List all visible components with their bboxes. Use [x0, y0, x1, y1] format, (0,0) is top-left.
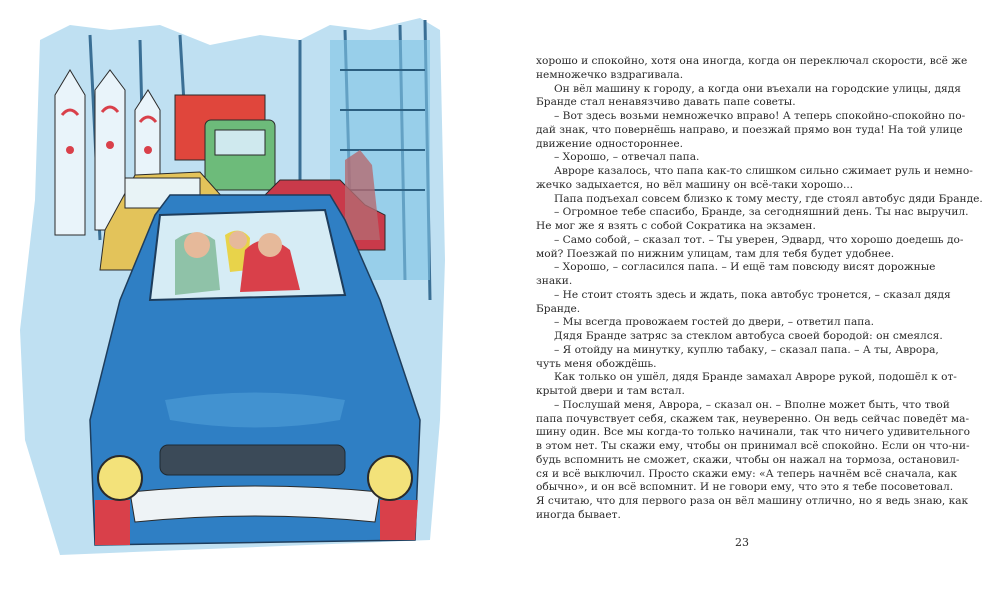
text-line: дай знак, что повернёшь направо, и поезжай прямо вон туда! На той улице — [536, 123, 963, 136]
text-line: – Хорошо, – отвечал папа. — [554, 151, 700, 164]
text-line: чуть меня обождёшь. — [536, 357, 657, 370]
text-line: Как только он ушёл, дядя Бранде замахал Авроре рукой, подошёл к от- — [554, 371, 957, 384]
text-line: – Я отойду на минутку, куплю табаку, – сказал папа. – А ты, Аврора, — [554, 343, 939, 356]
text-line: – Вот здесь возьми немножечко вправо! А теперь спокойно-спокойно по- — [554, 110, 966, 122]
text-line: ся и всё выключил. Просто скажи ему: «А теперь начнём всё сначала, как — [536, 467, 958, 480]
text-line: Не мог же я взять с собой Сократика на экзамен. — [536, 220, 816, 232]
page-text — [536, 55, 983, 523]
text-line: Бранде. — [536, 302, 581, 315]
text-line: мой? Поезжай по нижним улицам, там для тебя будет удобнее. — [536, 247, 895, 260]
text-line: Авроре казалось, что папа как-то слишком сильно сжимает руль и немно- — [554, 165, 973, 177]
text-line: папа почувствует себя, скажем так, неуверенно. Он ведь сейчас поведёт ма- — [536, 412, 970, 425]
text-line: иногда бывает. — [536, 508, 621, 521]
text-line: Бранде стал ненавязчиво давать папе советы. — [536, 96, 796, 109]
text-line: – Мы всегда провожаем гостей до двери, – ответил папа. — [554, 316, 875, 329]
text-line: в этом нет. Ты скажи ему, чтобы он принимал всё спокойно. Если он что-ни- — [536, 440, 970, 452]
text-line: Он вёл машину к городу, а когда они въехали на городские улицы, дядя — [554, 82, 961, 95]
text-line: шину один. Все мы когда-то только начинали, так что ничего удивительного — [536, 426, 971, 439]
text-line: – Огромное тебе спасибо, Бранде, за сегодняшний день. Ты нас выручил. — [554, 206, 969, 219]
text-line: Дядя Бранде затряс за стеклом автобуса своей бородой: он смеялся. — [554, 330, 943, 342]
text-line: – Не стоит стоять здесь и ждать, пока автобус тронется, – сказал дядя — [554, 288, 951, 301]
text-line: немножечко вздрагивала. — [536, 68, 684, 81]
text-line: знаки. — [536, 275, 573, 287]
text-line: обычно», и он всё вспомнит. И не говори ему, что это я тебе посоветовал. — [536, 481, 954, 494]
text-line: Папа подъехал совсем близко к тому месту, где стоял автобус дяди Бранде. — [554, 192, 983, 205]
text-line: крытой двери и там встал. — [536, 385, 685, 397]
car-illustration — [0, 0, 460, 570]
text-line: – Послушай меня, Аврора, – сказал он. – Вполне может быть, что твой — [554, 398, 950, 411]
text-line: будь вспомнить не сможет, скажи, чтобы он нажал на тормоза, остановил- — [536, 453, 960, 466]
text-line: – Само собой, – сказал тот. – Ты уверен, Эдвард, что хорошо доедешь до- — [554, 233, 964, 246]
left-headlight — [98, 456, 142, 500]
text-line: Я считаю, что для первого раза он вёл машину отлично, но я ведь знаю, как — [536, 495, 969, 507]
right-headlight — [368, 456, 412, 500]
page-number: 23 — [735, 536, 749, 549]
text-line: жечко задыхается, но вёл машину он всё-таки хорошо... — [536, 178, 854, 191]
text-line: движение одностороннее. — [536, 137, 684, 150]
text-line: хорошо и спокойно, хотя она иногда, когда он переключал скорости, всё же — [536, 55, 968, 67]
text-line: – Хорошо, – согласился папа. – И ещё там повсюду висят дорожные — [554, 261, 936, 274]
